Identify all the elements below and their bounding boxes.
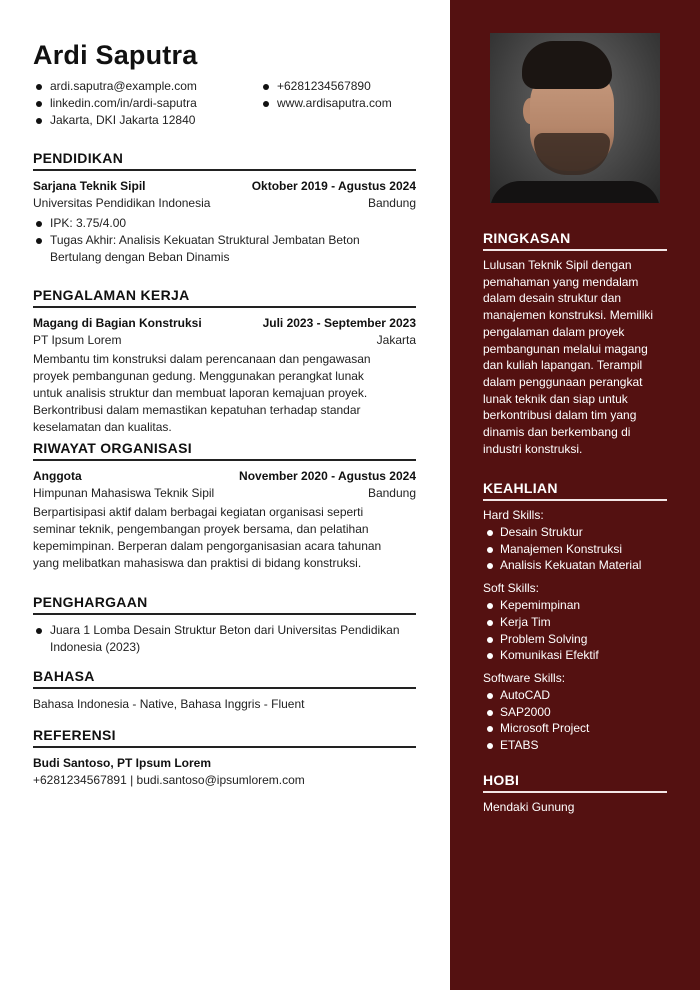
organization-section — [33, 440, 416, 572]
education-section — [33, 150, 416, 266]
hard-skills-label: Hard Skills: — [483, 508, 544, 522]
references-section — [33, 727, 416, 789]
skill-item: Komunikasi Efektif — [483, 647, 667, 664]
skill-item: Kepemimpinan — [483, 597, 667, 614]
summary-text: Lulusan Teknik Sipil dengan pemahaman yang mendalam dalam desain struktur dan manajemen konstruksi. Memiliki pengalaman dalam proyek pembangunan melalui magang dan kuliah lapangan. Terampil dalam penggunaan perangkat lunak teknik dan siap untuk berkontribusi dalam tim yang dinamis dan berkembang di industri konstruksi. — [483, 258, 654, 456]
skills-heading: KEAHLIAN — [483, 480, 667, 501]
hobbies-heading: HOBI — [483, 772, 667, 793]
languages-heading: BAHASA — [33, 668, 416, 689]
skill-item: Desain Struktur — [483, 524, 667, 541]
software-skills-label: Software Skills: — [483, 670, 566, 685]
skill-item: Kerja Tim — [483, 614, 667, 631]
education-location: Bandung — [367, 196, 416, 210]
education-bullet: IPK: 3.75/4.00 — [33, 215, 416, 232]
experience-location: Jakarta — [376, 333, 416, 347]
education-bullets — [33, 215, 416, 266]
contact-linkedin: linkedin.com/in/ardi-saputra — [33, 95, 197, 112]
education-header-row — [33, 178, 416, 195]
award-item: Juara 1 Lomba Desain Struktur Beton dari Universitas Pendidikan Indonesia (2023) — [33, 622, 416, 656]
contact-list-left — [33, 78, 197, 129]
languages-text: Bahasa Indonesia - Native, Bahasa Inggris - Fluent — [33, 697, 305, 711]
awards-list — [33, 622, 416, 656]
photo-shirt — [490, 181, 660, 203]
awards-heading: PENGHARGAAN — [33, 594, 416, 615]
experience-header-row — [33, 315, 416, 332]
references-heading: REFERENSI — [33, 727, 416, 748]
contact-phone: +6281234567890 — [260, 78, 392, 95]
organization-heading: RIWAYAT ORGANISASI — [33, 440, 416, 461]
education-heading: PENDIDIKAN — [33, 150, 416, 171]
experience-dates: Juli 2023 - September 2023 — [262, 316, 416, 330]
reference-name: Budi Santoso, PT Ipsum Lorem — [33, 756, 212, 770]
contact-list-right — [260, 78, 392, 112]
experience-section — [33, 287, 416, 436]
education-bullet: Tugas Akhir: Analisis Kekuatan Struktural Jembatan Beton Bertulang dengan Beban Dinamis — [33, 232, 416, 266]
awards-section — [33, 594, 416, 656]
contact-website: www.ardisaputra.com — [260, 95, 392, 112]
soft-skills-label: Soft Skills: — [483, 581, 540, 596]
organization-role: Anggota — [33, 469, 82, 483]
contact-email: ardi.saputra@example.com — [33, 78, 197, 95]
candidate-name: Ardi Saputra — [33, 40, 198, 70]
skill-item: Problem Solving — [483, 631, 667, 648]
organization-name: Himpunan Mahasiswa Teknik Sipil — [33, 486, 215, 500]
education-sub-row — [33, 195, 416, 212]
organization-header-row — [33, 468, 416, 485]
skill-item: Microsoft Project — [483, 720, 667, 737]
experience-heading: PENGALAMAN KERJA — [33, 287, 416, 308]
skill-item: Analisis Kekuatan Material — [483, 557, 667, 574]
hard-skills-list — [483, 524, 667, 574]
experience-description: Membantu tim konstruksi dalam perencanaan dan pengawasan proyek pembangunan gedung. Menggunakan perangkat lunak untuk analisis struktur dan membuat laporan kemajuan proyek. Berkontribusi dalam memastikan kepatuhan terhadap standar keselamatan dan kualitas. — [33, 352, 371, 434]
soft-skills-list — [483, 597, 667, 664]
skills-section — [483, 480, 667, 754]
organization-sub-row — [33, 485, 416, 502]
organization-dates: November 2020 - Agustus 2024 — [239, 469, 416, 483]
photo-beard — [534, 133, 610, 175]
skill-item: AutoCAD — [483, 687, 667, 704]
profile-photo — [490, 33, 660, 203]
contact-address: Jakarta, DKI Jakarta 12840 — [33, 112, 197, 129]
hobbies-text: Mendaki Gunung — [483, 800, 575, 814]
education-institution: Universitas Pendidikan Indonesia — [33, 196, 211, 210]
experience-role: Magang di Bagian Konstruksi — [33, 316, 202, 330]
education-dates: Oktober 2019 - Agustus 2024 — [251, 179, 416, 193]
hobbies-section — [483, 772, 667, 816]
organization-description: Berpartisipasi aktif dalam berbagai kegiatan organisasi seperti seminar teknik, pengembangan proyek bersama, dan pelatihan kepemimpinan. Berperan dalam pengorganisasian acara tahunan yang melibatkan mahasiswa dan praktisi di bidang konstruksi. — [33, 505, 382, 570]
software-skills-list — [483, 687, 667, 754]
skill-item: SAP2000 — [483, 704, 667, 721]
skill-item: Manajemen Konstruksi — [483, 541, 667, 558]
summary-heading: RINGKASAN — [483, 230, 667, 251]
summary-section — [483, 230, 667, 457]
skill-item: ETABS — [483, 737, 667, 754]
reference-contact: +6281234567891 | budi.santoso@ipsumlorem.com — [33, 773, 305, 787]
experience-sub-row — [33, 332, 416, 349]
photo-hair — [522, 41, 612, 89]
experience-company: PT Ipsum Lorem — [33, 333, 122, 347]
languages-section — [33, 668, 416, 713]
education-degree: Sarjana Teknik Sipil — [33, 179, 146, 193]
organization-location: Bandung — [367, 486, 416, 500]
